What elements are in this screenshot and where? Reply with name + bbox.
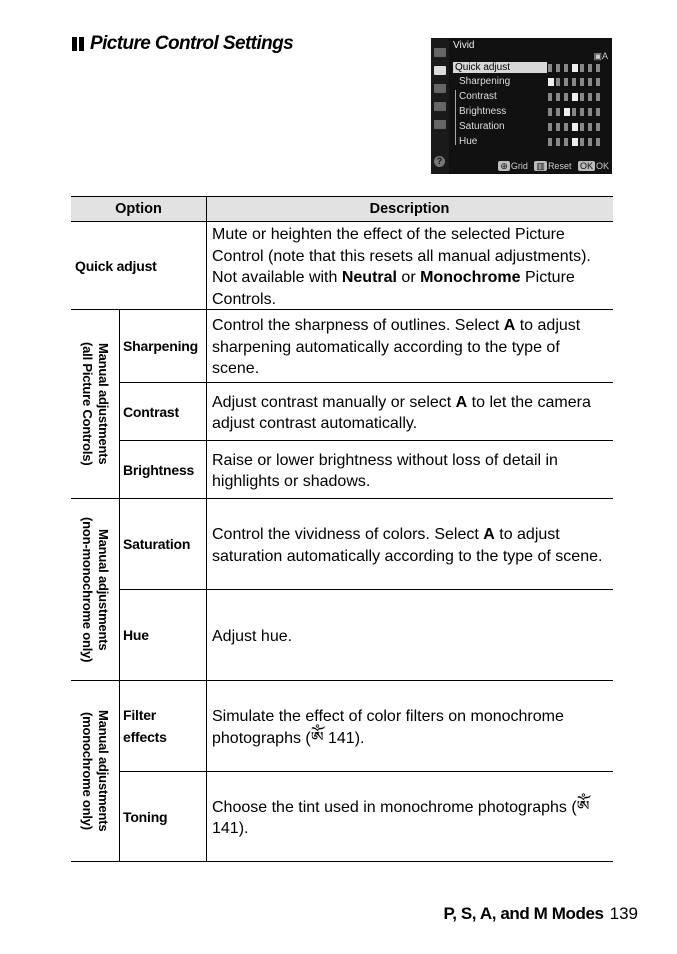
desc-text: Mute or heighten the effect of the selected Picture Control (note that this resets all manual adjustments). Not available with — [212, 226, 591, 286]
book-icon: ༀ — [576, 798, 590, 816]
desc-text: Raise or lower brightness without loss of detail in highlights or shadows. — [212, 451, 558, 490]
description-cell — [206, 309, 613, 382]
description-cell — [206, 440, 613, 498]
desc-text: A — [483, 526, 495, 543]
description-cell — [206, 680, 613, 771]
camera-row — [452, 136, 608, 149]
group-label-text: Manual adjustments (monochrome only) — [80, 710, 111, 832]
description-quick-adjust — [206, 221, 613, 309]
desc-text: A — [503, 317, 516, 335]
group-label — [71, 498, 119, 680]
camera-row — [452, 121, 608, 134]
option-label: Contrast — [123, 403, 179, 420]
camera-row-label: Hue — [459, 136, 478, 147]
option-cell — [119, 309, 206, 382]
group-label — [71, 309, 119, 498]
desc-text: or — [396, 269, 421, 286]
ok-button-icon: OK — [579, 161, 593, 171]
desc-text: to adjust saturation automatically according to the type of scene. — [212, 526, 603, 565]
group-label-text: Manual adjustments (non-monochrome only) — [80, 516, 111, 663]
option-label: Brightness — [123, 461, 195, 478]
picture-control-icon: ▣A — [593, 51, 608, 61]
camera-menu-rail — [431, 38, 449, 174]
zoom-icon: ⊕ — [500, 161, 508, 171]
camera-row — [452, 106, 608, 119]
desc-text: Control the vividness of colors. Select — [212, 526, 484, 543]
camera-row-label: Saturation — [459, 121, 505, 132]
header-option: Option — [71, 196, 206, 222]
adjust-slider — [548, 78, 604, 86]
option-cell — [119, 498, 206, 589]
option-label: Sharpening — [123, 338, 199, 354]
adjust-slider — [548, 64, 604, 72]
camera-row — [452, 91, 608, 104]
camera-row-label: Contrast — [459, 91, 497, 102]
camera-footer: ⊕ Grid ▥ Reset OK OK — [500, 161, 609, 171]
option-label: Saturation — [123, 536, 191, 552]
desc-text: Picture Controls. — [212, 269, 575, 308]
option-cell — [119, 440, 206, 498]
camera-row-label: Brightness — [459, 106, 507, 117]
option-label: Filter effects — [123, 707, 167, 745]
help-icon: ? — [434, 156, 445, 167]
desc-text: Neutral — [341, 269, 397, 286]
option-quick-adjust — [71, 221, 206, 309]
header-divider — [206, 196, 207, 221]
adjust-slider — [548, 123, 604, 131]
section-name: P, S, A, and M Modes — [443, 904, 604, 923]
option-cell — [119, 771, 206, 861]
column-divider — [206, 221, 207, 309]
camera-row — [452, 62, 608, 75]
header-description: Description — [206, 196, 613, 222]
page-title-text: Picture Control Settings — [90, 33, 294, 54]
camera-row-label: Quick adjust — [453, 62, 547, 73]
desc-text: Adjust hue. — [212, 627, 293, 645]
adjust-slider — [548, 93, 604, 101]
description-cell — [206, 382, 613, 440]
page-title — [72, 33, 293, 55]
option-cell — [119, 680, 206, 771]
table-bottom-rule — [71, 861, 613, 862]
description-cell — [206, 589, 613, 680]
description-cell — [206, 498, 613, 589]
option-label: Quick adjust — [75, 257, 157, 274]
desc-text: to let the camera adjust contrast automatically. — [212, 393, 591, 432]
description-cell — [206, 771, 613, 861]
desc-text: Choose the tint used in monochrome photographs ( — [212, 798, 577, 816]
picture-control-name: Vivid — [453, 40, 475, 51]
desc-text: 141). — [323, 729, 365, 747]
page-number: 139 — [609, 904, 638, 923]
option-label: Hue — [123, 627, 149, 643]
desc-text: Monochrome — [420, 269, 521, 286]
desc-text: Simulate the effect of color filters on monochrome photographs ( — [212, 708, 564, 747]
desc-text: 141). — [212, 820, 249, 837]
group-label-text: Manual adjustments (all Picture Controls) — [80, 342, 111, 466]
adjust-slider — [548, 108, 604, 116]
book-icon: ༀ — [310, 729, 324, 747]
trash-icon: ▥ — [536, 161, 545, 171]
option-label: Toning — [123, 808, 168, 825]
adjust-slider — [548, 138, 604, 146]
group-label — [71, 680, 119, 861]
page-footer — [443, 904, 638, 924]
camera-row — [452, 76, 608, 89]
camera-screen-illustration — [431, 38, 612, 174]
desc-text: A — [455, 393, 468, 411]
desc-text: to adjust sharpening automatically according to the type of scene. — [212, 317, 581, 378]
camera-row-label: Sharpening — [459, 76, 511, 87]
desc-text: Control the sharpness of outlines. Select — [212, 317, 504, 335]
desc-text: Adjust contrast manually or select — [212, 393, 456, 411]
option-cell — [119, 589, 206, 680]
option-cell — [119, 382, 206, 440]
section-marker-icon — [72, 37, 84, 51]
